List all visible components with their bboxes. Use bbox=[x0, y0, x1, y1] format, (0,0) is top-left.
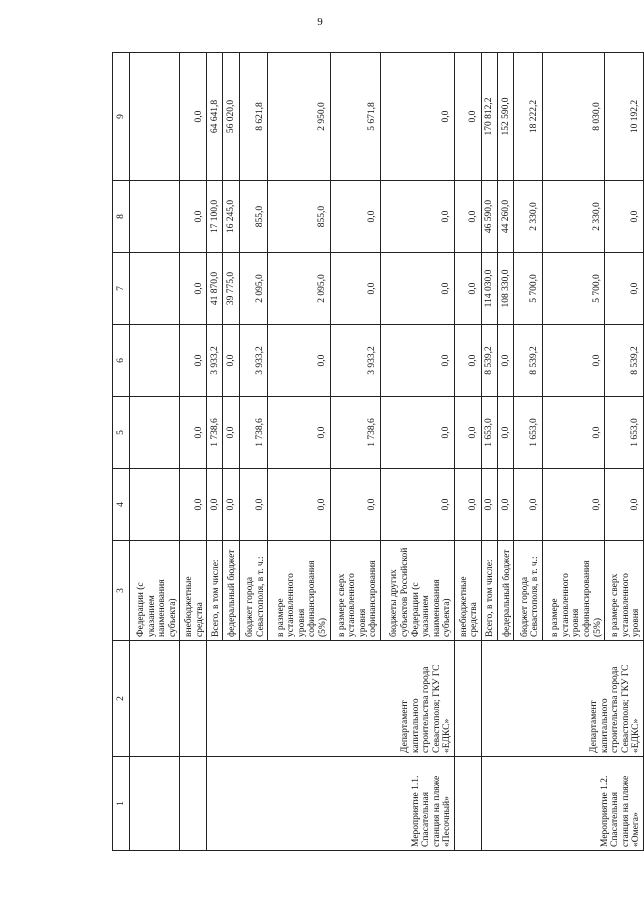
cell-value: 0,0 bbox=[605, 181, 644, 253]
cell-value: 8 539,2 bbox=[481, 325, 497, 397]
cell-value: 17 100,0 bbox=[207, 181, 223, 253]
row-label: федеральный бюджет bbox=[498, 541, 514, 641]
cell-value: 46 590,0 bbox=[481, 181, 497, 253]
cell-value: 18 222,2 bbox=[514, 53, 543, 181]
cell-value: 0,0 bbox=[381, 53, 455, 181]
row-label: Федерации (с указанием наименования субъекта) bbox=[130, 541, 180, 641]
cell-value: 0,0 bbox=[381, 325, 455, 397]
cell-value: 3 933,2 bbox=[330, 325, 380, 397]
row-label: в размере сверх установленного уровня софинансирования bbox=[330, 541, 380, 641]
cell-value: 0,0 bbox=[330, 181, 380, 253]
cell-value: 8 539,2 bbox=[514, 325, 543, 397]
cell-value: 1 738,6 bbox=[207, 397, 223, 469]
table-row bbox=[180, 53, 207, 851]
cell-value: 0,0 bbox=[180, 469, 207, 541]
cell-value: 16 245,0 bbox=[223, 181, 239, 253]
cell-value: 64 641,8 bbox=[207, 53, 223, 181]
row-label: бюджеты других субъектов Российской Федерации (с указанием наименования субъекта) bbox=[381, 541, 455, 641]
cell-value: 0,0 bbox=[180, 253, 207, 325]
cell-value: 0,0 bbox=[381, 181, 455, 253]
row-label: в размере сверх установленного уровня bbox=[605, 541, 644, 641]
cell-value: 8 539,2 bbox=[605, 325, 644, 397]
cell-value: 0,0 bbox=[180, 325, 207, 397]
column-header: 7 bbox=[113, 253, 130, 325]
cell-value: 855,0 bbox=[268, 181, 330, 253]
cell-value: 0,0 bbox=[239, 469, 268, 541]
column-header: 3 bbox=[113, 541, 130, 641]
cell-value: 170 812,2 bbox=[481, 53, 497, 181]
cell-value: 0,0 bbox=[180, 397, 207, 469]
cell-value: 0,0 bbox=[223, 325, 239, 397]
cell-value: 855,0 bbox=[239, 181, 268, 253]
cell-value: 0,0 bbox=[223, 397, 239, 469]
cell-value: 5 700,0 bbox=[543, 253, 605, 325]
cell-value: 152 590,0 bbox=[498, 53, 514, 181]
cell-value: 0,0 bbox=[381, 397, 455, 469]
cell-value: 0,0 bbox=[455, 253, 482, 325]
cell-value: 41 870,0 bbox=[207, 253, 223, 325]
cell-value: 8 030,0 bbox=[543, 53, 605, 181]
row-label: Всего, в том числе: bbox=[207, 541, 223, 641]
cell-value: 0,0 bbox=[481, 469, 497, 541]
cell-value: 0,0 bbox=[455, 181, 482, 253]
header-row bbox=[113, 53, 130, 851]
cell-value: 0,0 bbox=[330, 469, 380, 541]
row-label: федеральный бюджет bbox=[223, 541, 239, 641]
row-label: бюджет города Севастополя, в т. ч.: bbox=[514, 541, 543, 641]
cell-value: 3 933,2 bbox=[207, 325, 223, 397]
cell-value: 56 020,0 bbox=[223, 53, 239, 181]
cell-value: 5 671,8 bbox=[330, 53, 380, 181]
table-row bbox=[455, 53, 482, 851]
row-label: в размере установленного уровня софинансирования (5%) bbox=[543, 541, 605, 641]
cell-value: 0,0 bbox=[223, 469, 239, 541]
cell-value: 114 030,0 bbox=[481, 253, 497, 325]
cell-value: 2 095,0 bbox=[239, 253, 268, 325]
cell-value: 0,0 bbox=[455, 397, 482, 469]
cell-value: 0,0 bbox=[381, 469, 455, 541]
column-header: 4 bbox=[113, 469, 130, 541]
cell-value: 0,0 bbox=[455, 469, 482, 541]
column-header: 9 bbox=[113, 53, 130, 181]
cell-value: 5 700,0 bbox=[514, 253, 543, 325]
cell-value: 0,0 bbox=[180, 181, 207, 253]
cell-value: 39 775,0 bbox=[223, 253, 239, 325]
cell-value: 2 950,0 bbox=[268, 53, 330, 181]
cell-value: 0,0 bbox=[180, 53, 207, 181]
table-row bbox=[207, 53, 223, 851]
cell-value: 1 653,0 bbox=[481, 397, 497, 469]
cell-value: 8 621,8 bbox=[239, 53, 268, 181]
cell-value: 0,0 bbox=[543, 397, 605, 469]
row-label: внебюджетные средства bbox=[180, 541, 207, 641]
measure-responsible: Департамент капитального строительства города Севастополя; ГКУ ГС «ЕДКС» bbox=[207, 641, 455, 757]
cell-value: 0,0 bbox=[381, 253, 455, 325]
cell-value: 0,0 bbox=[605, 469, 644, 541]
table-row bbox=[130, 53, 180, 851]
row-label: внебюджетные средства bbox=[455, 541, 482, 641]
budget-table bbox=[112, 52, 644, 851]
column-header: 2 bbox=[113, 641, 130, 757]
cell-value: 1 738,6 bbox=[239, 397, 268, 469]
cell-value: 0,0 bbox=[543, 325, 605, 397]
cell-value: 1 653,0 bbox=[605, 397, 644, 469]
cell-value: 0,0 bbox=[268, 397, 330, 469]
cell-value: 0,0 bbox=[605, 253, 644, 325]
cell-value: 0,0 bbox=[514, 469, 543, 541]
measure-title: Мероприятие 1.1. Спасательная станция на пляже «Песочный» bbox=[207, 757, 455, 851]
cell-value: 0,0 bbox=[498, 397, 514, 469]
measure-title: Мероприятие 1.2. Спасательная станция на пляже «Омега» bbox=[481, 757, 643, 851]
page-number: 9 bbox=[317, 16, 323, 28]
row-label: в размере установленного уровня софинансирования (5%) bbox=[268, 541, 330, 641]
cell-value: 0,0 bbox=[455, 53, 482, 181]
cell-value: 0,0 bbox=[498, 325, 514, 397]
cell-value: 108 330,0 bbox=[498, 253, 514, 325]
measure-responsible: Департамент капитального строительства города Севастополя; ГКУ ГС «ЕДКС» bbox=[481, 641, 643, 757]
cell-value: 0,0 bbox=[543, 469, 605, 541]
cell-value: 3 933,2 bbox=[239, 325, 268, 397]
table-row bbox=[481, 53, 497, 851]
column-header: 6 bbox=[113, 325, 130, 397]
cell-value: 10 192,2 bbox=[605, 53, 644, 181]
cell-value: 44 260,0 bbox=[498, 181, 514, 253]
cell-value: 0,0 bbox=[268, 325, 330, 397]
column-header: 8 bbox=[113, 181, 130, 253]
cell-value: 0,0 bbox=[498, 469, 514, 541]
cell-value: 0,0 bbox=[330, 253, 380, 325]
column-header: 5 bbox=[113, 397, 130, 469]
cell-value: 1 653,0 bbox=[514, 397, 543, 469]
cell-value: 2 330,0 bbox=[514, 181, 543, 253]
row-label: Всего, в том числе: bbox=[481, 541, 497, 641]
cell-value: 1 738,6 bbox=[330, 397, 380, 469]
rotated-table-container bbox=[112, 53, 644, 851]
cell-value: 0,0 bbox=[455, 325, 482, 397]
cell-value: 0,0 bbox=[268, 469, 330, 541]
column-header: 1 bbox=[113, 757, 130, 851]
row-label: бюджет города Севастополя, в т. ч.: bbox=[239, 541, 268, 641]
cell-value: 2 095,0 bbox=[268, 253, 330, 325]
cell-value: 2 330,0 bbox=[543, 181, 605, 253]
cell-value: 0,0 bbox=[207, 469, 223, 541]
